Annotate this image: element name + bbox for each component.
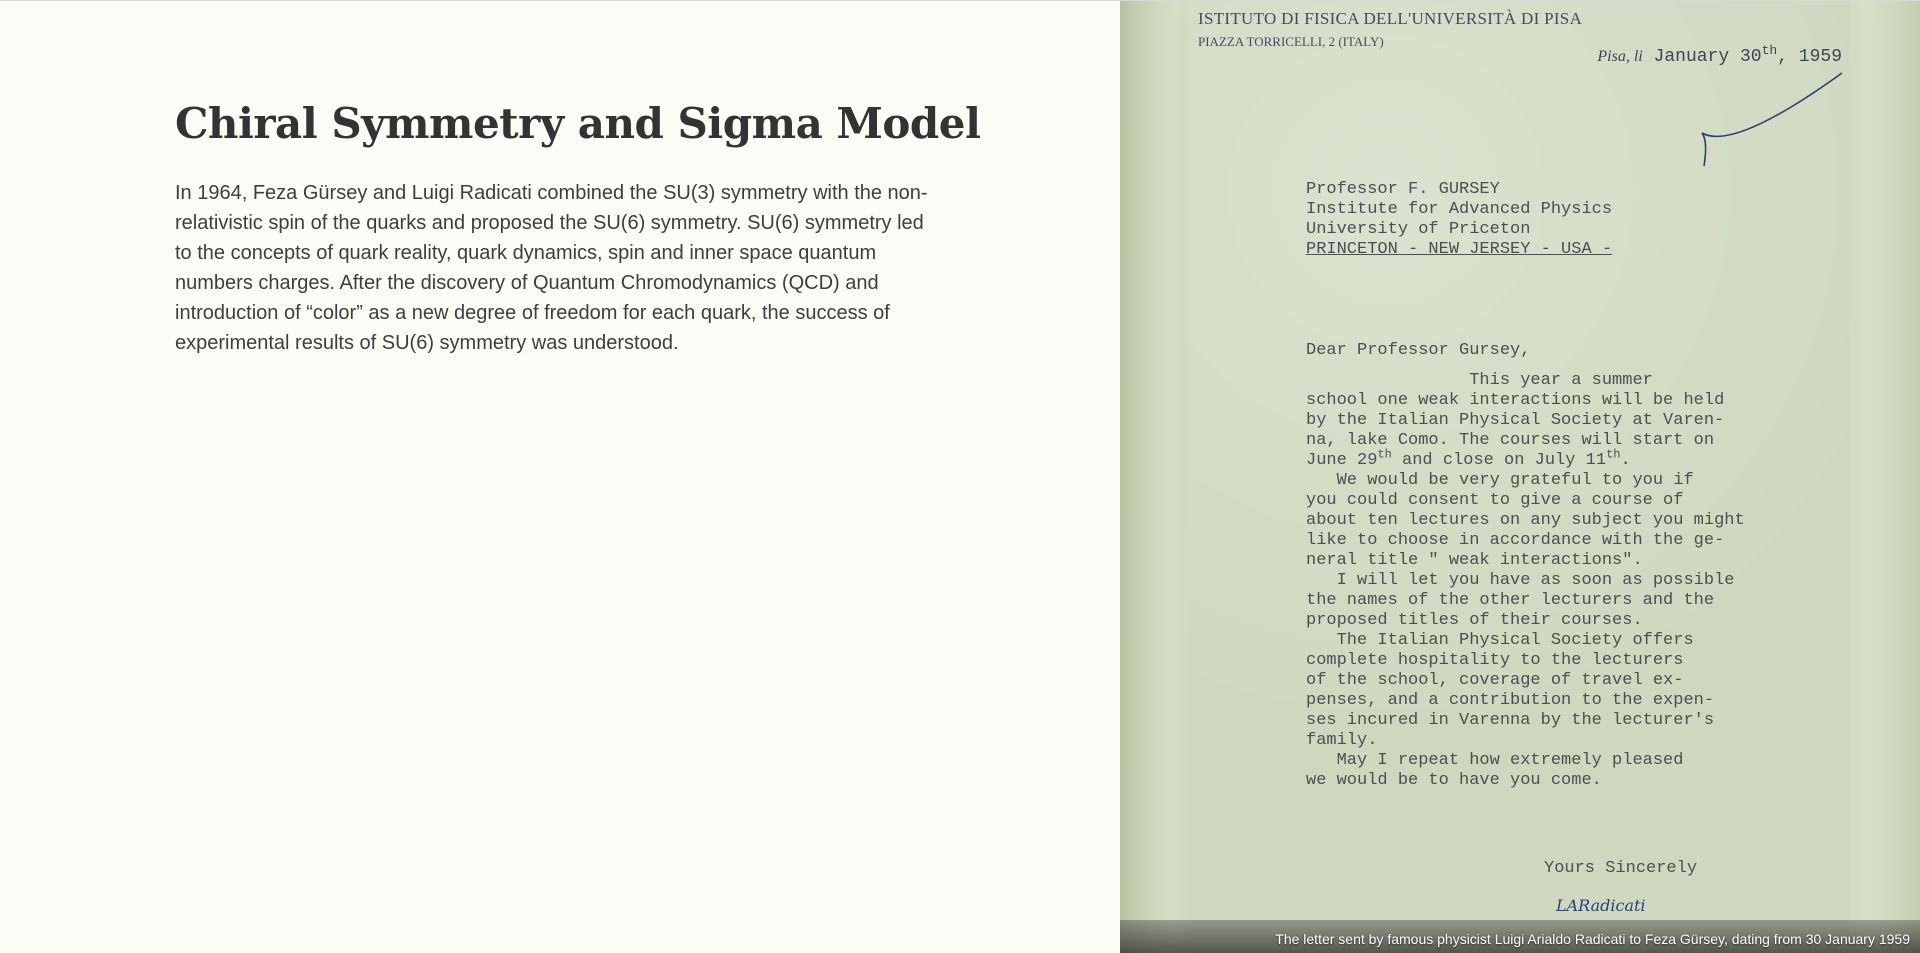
- image-caption: The letter sent by famous physicist Luigi Arialdo Radicati to Feza Gürsey, dating from 30 January 1959: [1275, 931, 1910, 947]
- body-line: This year a summer: [1306, 371, 1653, 390]
- body-line: na, lake Como. The courses will start on: [1306, 431, 1715, 450]
- letter-body: [1306, 371, 1745, 791]
- text-panel: [0, 1, 1120, 953]
- body-line: We would be very grateful to you if: [1306, 471, 1694, 490]
- body-line: ses incured in Varenna by the lecturer's: [1306, 711, 1715, 730]
- letter-date: [1597, 43, 1842, 67]
- article-description: In 1964, Feza Gürsey and Luigi Radicati combined the SU(3) symmetry with the non-relativistic spin of the quarks and proposed the SU(6) symmetry. SU(6) symmetry led to the concepts of quark reality, quark dynamics, spin and inner space quantum numbers charges. After the discovery of Quantum Chromodynamics (QCD) and introduction of “color” as a new degree of freedom for each quark, the success of experimental results of SU(6) symmetry was understood.: [175, 182, 928, 354]
- address-line: University of Priceton: [1306, 220, 1531, 239]
- body-line: school one weak interactions will be held: [1306, 391, 1725, 410]
- date-main: January 30: [1653, 47, 1762, 67]
- body-sup: th: [1606, 447, 1621, 462]
- body-line: by the Italian Physical Society at Varen-: [1306, 411, 1725, 430]
- letterhead-address: PIAZZA TORRICELLI, 2 (ITALY): [1198, 34, 1384, 49]
- body-line: May I repeat how extremely pleased: [1306, 751, 1684, 770]
- signature: LARadicati: [1556, 896, 1646, 915]
- body-june: June 29: [1306, 451, 1378, 470]
- address-line: PRINCETON - NEW JERSEY - USA -: [1306, 240, 1613, 259]
- body-line: complete hospitality to the lecturers: [1306, 651, 1684, 670]
- body-end: .: [1620, 451, 1631, 470]
- body-line: of the school, coverage of travel ex-: [1306, 671, 1684, 690]
- caption-bar: [1120, 920, 1920, 953]
- date-place: Pisa, li: [1597, 48, 1643, 65]
- body-line: neral title " weak interactions".: [1306, 551, 1643, 570]
- recipient-address: [1306, 180, 1612, 260]
- letterhead-institute: ISTITUTO DI FISICA DELL'UNIVERSITÀ DI PISA: [1198, 9, 1583, 28]
- body-line: family.: [1306, 731, 1378, 750]
- body-line: the names of the other lecturers and the: [1306, 591, 1715, 610]
- body-line: penses, and a contribution to the expen-: [1306, 691, 1715, 710]
- letter-image: [1188, 1, 1850, 953]
- body-line-dates: [1306, 447, 1745, 471]
- body-line: we would be to have you come.: [1306, 771, 1602, 790]
- body-line: you could consent to give a course of: [1306, 491, 1684, 510]
- body-line: proposed titles of their courses.: [1306, 611, 1643, 630]
- body-line: I will let you have as soon as possible: [1306, 571, 1735, 590]
- letter-closing: Yours Sincerely: [1544, 859, 1698, 878]
- page-title: Chiral Symmetry and Sigma Model: [175, 99, 981, 148]
- body-line: about ten lectures on any subject you might: [1306, 511, 1745, 530]
- date-sup: th: [1761, 43, 1778, 58]
- body-line: like to choose in accordance with the ge-: [1306, 531, 1725, 550]
- address-line: Professor F. GURSEY: [1306, 180, 1500, 199]
- letter-image-panel: [1120, 1, 1920, 953]
- address-line: Institute for Advanced Physics: [1306, 200, 1613, 219]
- checkmark-icon: [1694, 71, 1844, 171]
- salutation: Dear Professor Gursey,: [1306, 341, 1531, 360]
- date-year: , 1959: [1777, 47, 1842, 67]
- body-line: The Italian Physical Society offers: [1306, 631, 1694, 650]
- body-mid: and close on July 11: [1391, 451, 1607, 470]
- body-sup: th: [1377, 447, 1392, 462]
